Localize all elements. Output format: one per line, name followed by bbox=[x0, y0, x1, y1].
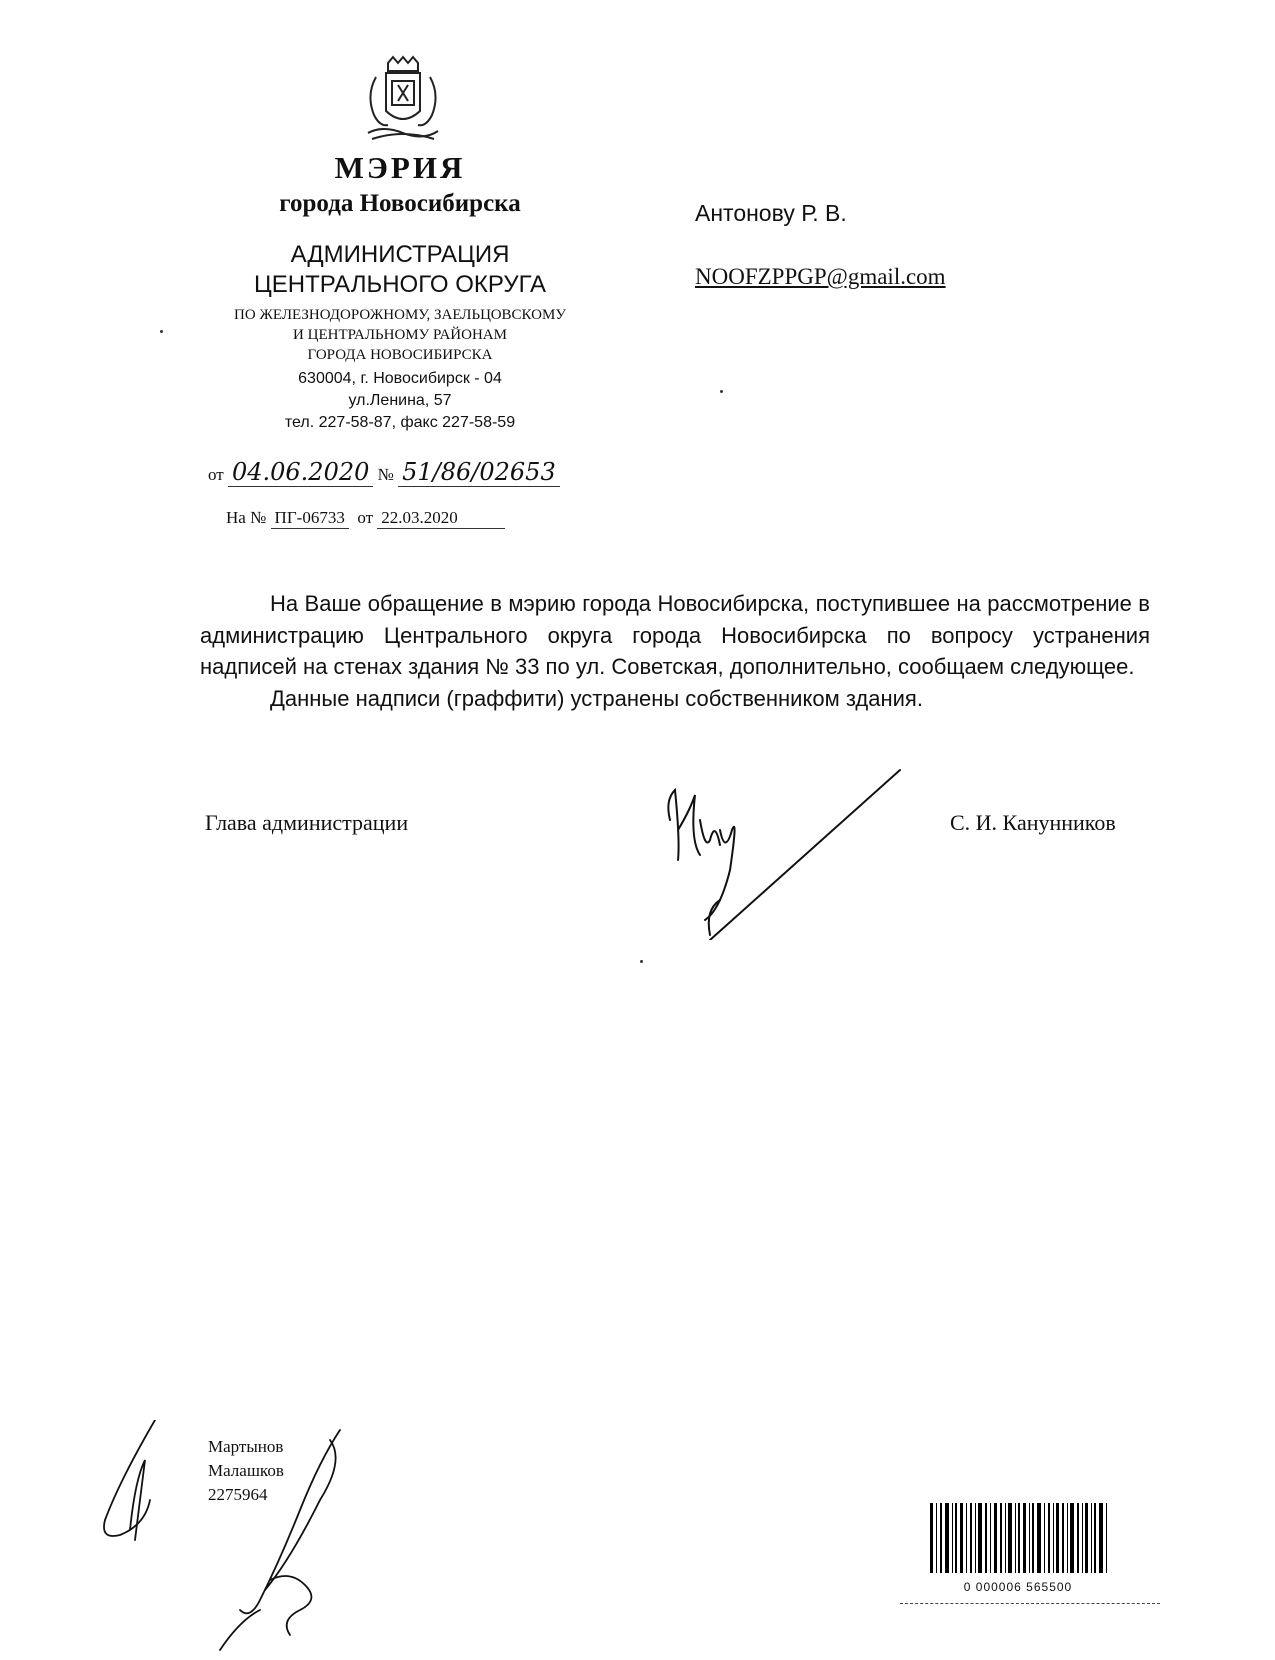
admin-subtitle bbox=[180, 305, 620, 365]
org-city: города Новосибирска bbox=[279, 190, 521, 217]
addressee-email[interactable]: NOOFZPPGP@gmail.com bbox=[695, 264, 946, 289]
admin-sub-line1: ПО ЖЕЛЕЗНОДОРОЖНОМУ, ЗАЕЛЬЦОВСКОМУ bbox=[234, 307, 566, 323]
signatory-title: Глава администрации bbox=[205, 810, 409, 835]
signatory-name: С. И. Канунников bbox=[950, 810, 1116, 835]
barcode-number: 0 000006 565500 bbox=[963, 1580, 1073, 1594]
scan-speck bbox=[160, 330, 163, 333]
address-line2: ул.Ленина, 57 bbox=[348, 392, 452, 409]
handwritten-signature-icon bbox=[650, 760, 920, 940]
org-title: МЭРИЯ bbox=[334, 150, 466, 185]
number-label: № bbox=[377, 465, 394, 484]
outgoing-number: 51/86/02653 bbox=[398, 458, 560, 487]
address-line1: 630004, г. Новосибирск - 04 bbox=[298, 370, 502, 387]
admin-address bbox=[180, 368, 620, 434]
outgoing-date: 04.06.2020 bbox=[228, 458, 373, 487]
outgoing-reference bbox=[208, 458, 560, 487]
executor-2: Малашков bbox=[208, 1461, 284, 1480]
reply-number: ПГ-06733 bbox=[271, 508, 349, 529]
from-label: от bbox=[208, 465, 224, 484]
admin-sub-line2: И ЦЕНТРАЛЬНОМУ РАЙОНАМ bbox=[293, 327, 507, 343]
addressee-name: Антонову Р. В. bbox=[695, 200, 847, 226]
scan-speck bbox=[640, 960, 643, 963]
executor-1: Мартынов bbox=[208, 1437, 284, 1456]
barcode-divider bbox=[900, 1603, 1160, 1606]
reply-reference bbox=[226, 508, 505, 529]
city-emblem-icon bbox=[358, 55, 448, 145]
phone-line: тел. 227-58-87, факс 227-58-59 bbox=[284, 414, 516, 431]
barcode-icon bbox=[920, 1495, 1120, 1583]
admin-title-line2: ЦЕНТРАЛЬНОГО ОКРУГА bbox=[254, 271, 546, 298]
executor-phone: 2275964 bbox=[208, 1485, 268, 1504]
reply-from-label: от bbox=[357, 508, 374, 527]
reply-date: 22.03.2020 bbox=[377, 508, 505, 529]
executor-info bbox=[208, 1435, 284, 1507]
admin-title-line1: АДМИНИСТРАЦИЯ bbox=[290, 241, 510, 268]
body-paragraph-2: Данные надписи (граффити) устранены собственником здания. bbox=[270, 685, 923, 711]
letter-body bbox=[200, 588, 1150, 714]
admin-sub-line3: ГОРОДА НОВОСИБИРСКА bbox=[307, 347, 493, 363]
scan-speck bbox=[720, 390, 723, 393]
reply-label: На № bbox=[226, 508, 267, 527]
admin-title bbox=[180, 240, 620, 300]
body-paragraph-1: На Ваше обращение в мэрию города Новосибирска, поступившее на рассмотрение в администрацию Центрального округа города Новосибирска по вопросу устранения надписей на стенах здания № 33 по ул. Советская, дополнительно, сообщаем следующее. bbox=[200, 591, 1150, 679]
